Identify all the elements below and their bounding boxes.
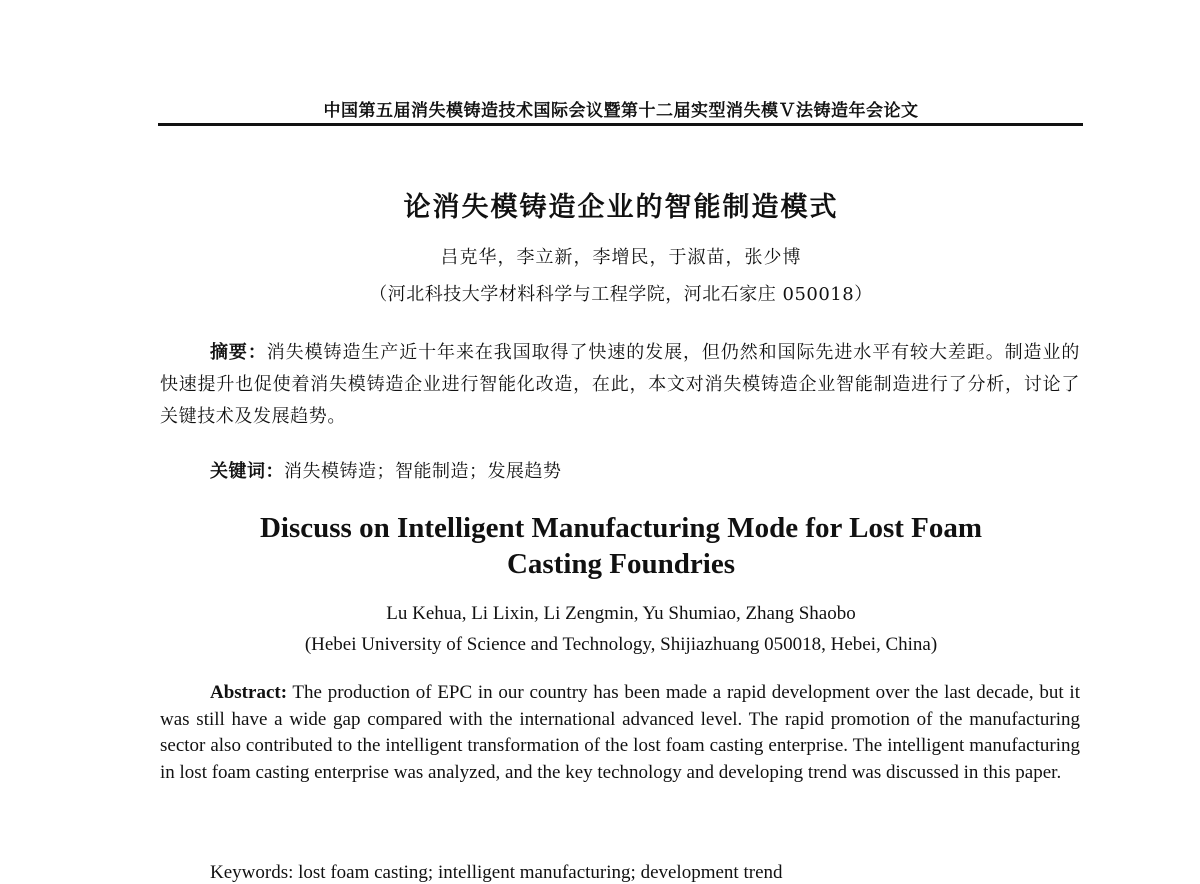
english-affiliation: (Hebei University of Science and Technology, Shijiazhuang 050018, Hebei, China) — [304, 634, 938, 655]
chinese-keywords-text: 消失模铸造；智能制造；发展趋势 — [284, 461, 562, 482]
english-title-line-2: Casting Foundries — [506, 548, 735, 580]
english-abstract-label: Abstract: — [210, 682, 288, 703]
running-header: 中国第五届消失模铸造技术国际会议暨第十二届实型消失模Ｖ法铸造年会论文 — [323, 101, 919, 121]
chinese-keywords — [210, 457, 562, 483]
chinese-authors: 吕克华，李立新，李增民，于淑苗，张少博 — [440, 247, 802, 268]
chinese-keywords-label: 关键词： — [210, 461, 284, 482]
chinese-title: 论消失模铸造企业的智能制造模式 — [403, 192, 839, 223]
chinese-affiliation: （河北科技大学材料科学与工程学院，河北石家庄 050018） — [369, 284, 873, 305]
english-title-line-1: Discuss on Intelligent Manufacturing Mode for Lost Foam — [259, 512, 983, 544]
english-abstract-text: The production of EPC in our country has been made a rapid development over the last decade, but it was still have a wide gap compared with the international advanced level. The rapid promotion of the manufacturing sector also contributed to the intelligent transformation of the lost foam casting enterprise. The intelligent manufacturing in lost foam casting enterprise was analyzed, and the key technology and developing trend was discussed in this paper. — [160, 682, 1080, 783]
chinese-abstract — [160, 337, 1080, 433]
english-abstract — [160, 680, 1080, 786]
english-title — [160, 510, 1082, 582]
english-keywords: Keywords: lost foam casting; intelligent manufacturing; development trend — [210, 862, 783, 883]
header-rule — [158, 123, 1083, 126]
chinese-abstract-label: 摘要： — [210, 342, 267, 363]
english-authors: Lu Kehua, Li Lixin, Li Zengmin, Yu Shumiao, Zhang Shaobo — [386, 603, 856, 624]
chinese-abstract-text: 消失模铸造生产近十年来在我国取得了快速的发展，但仍然和国际先进水平有较大差距。制造业的快速提升也促使着消失模铸造企业进行智能化改造，在此，本文对消失模铸造企业智能制造进行了分析，讨论了关键技术及发展趋势。 — [160, 342, 1080, 427]
